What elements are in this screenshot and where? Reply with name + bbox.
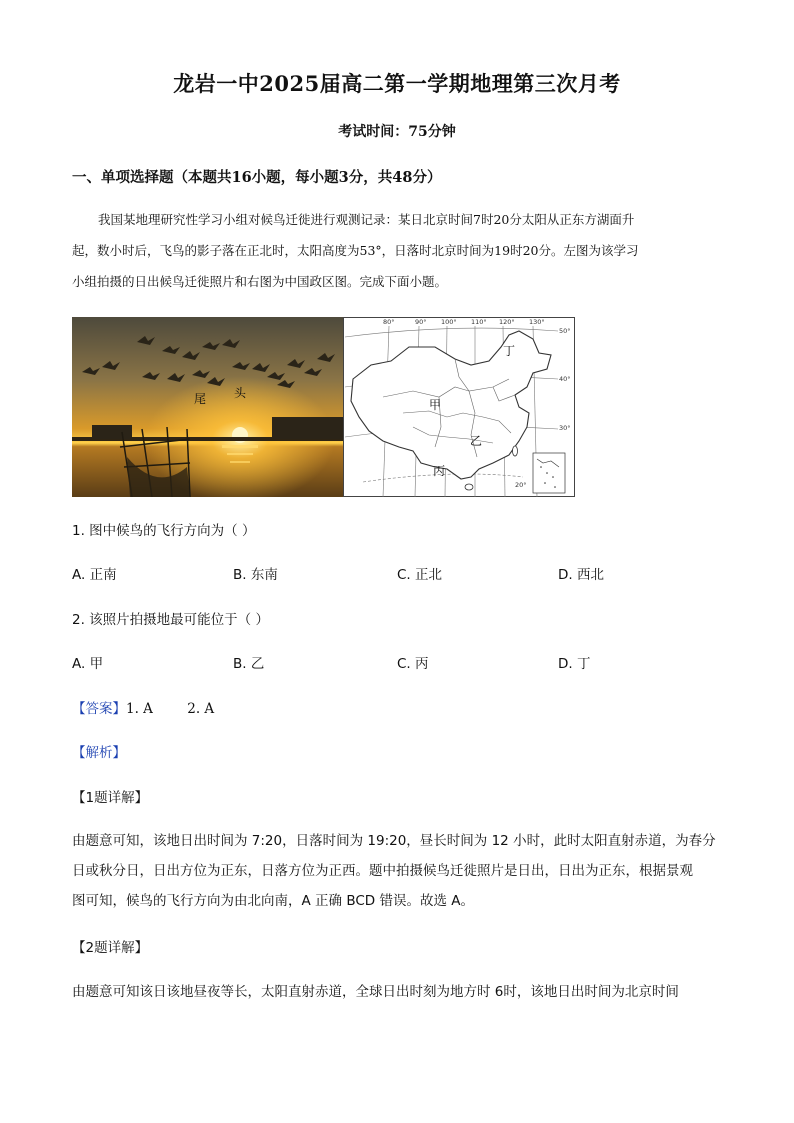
exam-time: 考试时间：75分钟 <box>338 124 456 140</box>
longitude-label: 80° <box>383 318 395 326</box>
longitude-label: 120° <box>499 318 515 326</box>
question-1-option-c: C. 正北 <box>397 567 443 583</box>
page-title: 龙岩一中2025届高二第一学期地理第三次月考 <box>173 71 621 96</box>
question-1-option-a: A. 正南 <box>72 567 117 583</box>
q1-detail-line: 图可知，候鸟的飞行方向为由北向南，A 正确 BCD 错误。故选 A。 <box>72 893 474 909</box>
sunrise-photo-graphic <box>72 317 343 497</box>
question-2-option-a: A. 甲 <box>72 656 104 672</box>
q1-detail-heading: 【1题详解】 <box>72 790 149 806</box>
question-1-option-b: B. 东南 <box>233 567 278 583</box>
longitude-label: 90° <box>415 318 427 326</box>
q1-detail-line: 由题意可知，该地日出时间为 7:20，日落时间为 19:20，昼长时间为 12 小时，此时太阳直射赤道，为春分 <box>72 833 716 849</box>
intro-line: 我国某地理研究性学习小组对候鸟迁徙进行观测记录：某日北京时间7时20分太阳从正东方湖面升 <box>98 212 635 227</box>
analysis-tag: 【解析】 <box>72 745 126 761</box>
china-map <box>343 317 575 497</box>
region-label-jia: 甲 <box>429 398 442 412</box>
bird-tail-label: 尾 <box>194 392 207 406</box>
region-label-yi: 乙 <box>470 434 483 448</box>
question-2-option-b: B. 乙 <box>233 656 265 672</box>
longitude-label: 110° <box>471 318 487 326</box>
q2-detail-heading: 【2题详解】 <box>72 940 149 956</box>
region-label-ding: 丁 <box>503 344 516 358</box>
region-label-bing: 丙 <box>433 464 446 478</box>
intro-line: 小组拍摄的日出候鸟迁徙照片和右图为中国政区图。完成下面小题。 <box>72 274 448 289</box>
answer-text: 1. A 2. A <box>126 701 215 717</box>
south-china-sea-inset <box>533 453 565 493</box>
answer-tag: 【答案】 <box>72 701 126 717</box>
question-1-option-d: D. 西北 <box>558 567 604 583</box>
bird-migration-photo <box>72 317 343 497</box>
latitude-label: 40° <box>559 375 571 383</box>
q1-detail-line: 日或秋分日，日出方位为正东，日落方位为正西。题中拍摄候鸟迁徙照片是日出，日出为正东，根据景观 <box>72 863 693 879</box>
q1-detail-paragraph <box>72 826 732 916</box>
answer-line <box>72 697 214 717</box>
longitude-label: 100° <box>441 318 457 326</box>
bird-head-label: 头 <box>234 386 247 400</box>
question-2-option-c: C. 丙 <box>397 656 429 672</box>
china-map-graphic <box>343 317 575 497</box>
question-1-stem: 1. 图中候鸟的飞行方向为（ ） <box>72 523 256 539</box>
longitude-label: 130° <box>529 318 545 326</box>
latitude-label: 30° <box>559 424 571 432</box>
section-heading: 一、单项选择题（本题共16小题，每小题3分，共48分） <box>72 169 442 186</box>
latitude-label: 20° <box>515 481 527 489</box>
q2-detail-paragraph <box>72 977 732 1007</box>
question-2-option-d: D. 丁 <box>558 656 591 672</box>
question-2-stem: 2. 该照片拍摄地最可能位于（ ） <box>72 612 269 628</box>
latitude-label: 50° <box>559 327 571 335</box>
q2-detail-line: 由题意可知该日该地昼夜等长，太阳直射赤道，全球日出时刻为地方时 6时，该地日出时间为北京时间 <box>72 984 679 1000</box>
intro-line: 起，数小时后，飞鸟的影子落在正北时，太阳高度为53°，日落时北京时间为19时20分。左图为该学习 <box>72 243 639 258</box>
